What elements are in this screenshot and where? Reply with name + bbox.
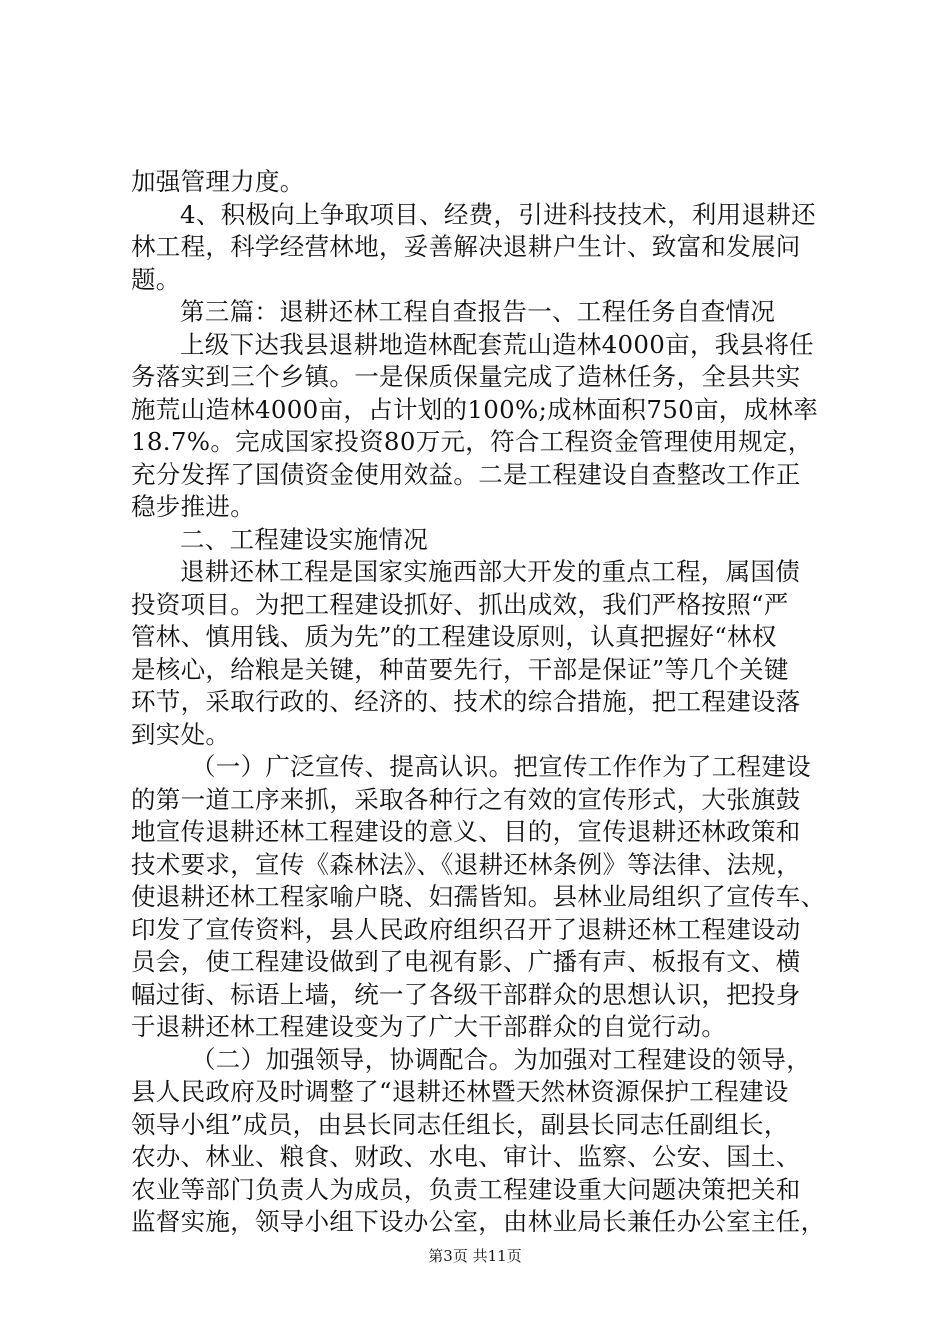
text-line: 二、工程建设实施情况 [180,524,428,554]
text-line: 稳步推进。 [131,492,255,521]
text-line: 林工程，科学经营林地，妥善解决退耕户生计、致富和发展问 [131,232,801,261]
text-line: 地宣传退耕还林工程建设的意义、目的，宣传退耕还林政策和 [131,817,801,846]
text-line: 员会，使工程建设做到了电视有影、广播有声、板报有文、横 [131,947,801,976]
page-footer: 第3页 共11页 [428,1247,522,1265]
text-line: 的第一道工序来抓，采取各种行之有效的宣传形式，大张旗鼓 [131,784,801,814]
text-line: 印发了宣传资料，县人民政府组织召开了退耕还林工程建设动 [131,914,801,944]
text-line: 18.7%。完成国家投资80万元，符合工程资金管理使用规定， [131,427,813,456]
text-line: 技术要求，宣传《森林法》、《退耕还林条例》等法律、法规， [131,849,801,879]
text-line: （一）广泛宣传、提高认识。把宣传工作作为了工程建设 [191,752,811,781]
text-line: 是核心，给粮是关键，种苗要先行，干部是保证”等几个关键 [131,654,789,684]
text-line: 监督实施，领导小组下设办公室，由林业局长兼任办公室主任， [131,1207,826,1236]
text-line: 于退耕还林工程建设变为了广大干部群众的自觉行动。 [131,1012,727,1041]
text-line: 退耕还林工程是国家实施西部大开发的重点工程，属国债 [180,557,800,586]
text-line: 务落实到三个乡镇。一是保质保量完成了造林任务，全县共实 [131,362,801,391]
text-line: 幅过街、标语上墙，统一了各级干部群众的思想认识，把投身 [131,979,801,1009]
document-text [131,166,831,1239]
text-line: 施荒山造林4000亩，占计划的100%;成林面积750亩，成林率 [131,394,819,424]
text-line: 加强管理力度。 [131,167,305,196]
text-line: 第三篇：退耕还林工程自查报告一、工程任务自查情况 [180,297,776,326]
text-line: 使退耕还林工程家喻户晓、妇孺皆知。县林业局组织了宣传车、 [131,882,826,911]
text-line: （二）加强领导，协调配合。为加强对工程建设的领导， [191,1044,811,1074]
document-body [131,166,831,1239]
text-line: 充分发挥了国债资金使用效益。二是工程建设自查整改工作正 [131,459,801,489]
text-line: 农办、林业、粮食、财政、水电、审计、监察、公安、国土、 [131,1142,801,1171]
text-line: 县人民政府及时调整了“退耕还林暨天然林资源保护工程建设 [131,1077,789,1106]
text-line: 农业等部门负责人为成员，负责工程建设重大问题决策把关和 [131,1174,801,1204]
text-line: 4、积极向上争取项目、经费，引进科技技术，利用退耕还 [180,199,816,229]
text-line: 上级下达我县退耕地造林配套荒山造林4000亩，我县将任 [180,329,814,359]
text-line: 到实处。 [131,719,231,749]
text-line: 题。 [131,264,181,294]
text-line: 环节，采取行政的、经济的、技术的综合措施，把工程建设落 [131,687,801,716]
text-line: 管林、慎用钱、质为先”的工程建设原则，认真把握好“林权 [131,622,777,651]
text-line: 投资项目。为把工程建设抓好、抓出成效，我们严格按照“严 [131,589,789,619]
text-line: 领导小组”成员，由县长同志任组长，副县长同志任副组长， [131,1109,789,1139]
